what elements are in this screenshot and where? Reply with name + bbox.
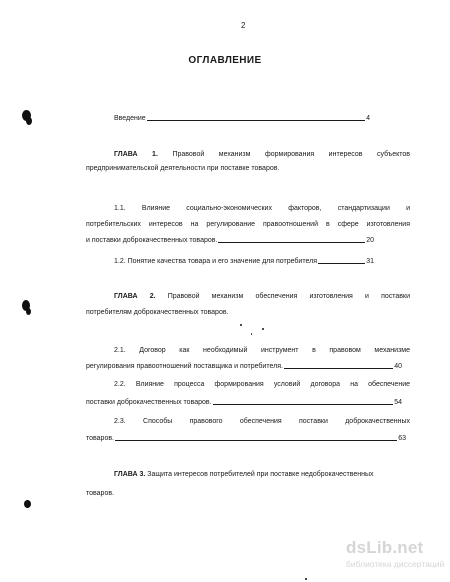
toc-page: 31 <box>366 258 374 265</box>
hole-punch-mark <box>26 308 31 315</box>
toc-leader <box>115 440 397 441</box>
toc-chapter-2-line2: потребителям доброкачественных товаров. <box>86 309 229 316</box>
page-title: ОГЛАВЛЕНИЕ <box>188 55 262 66</box>
toc-page: 54 <box>394 399 402 406</box>
toc-chapter-2-line1[interactable] <box>114 292 410 301</box>
chapter-title: Правовой механизм формирования интересов субъектов <box>172 151 410 158</box>
toc-label: поставки доброкачественных товаров. <box>86 399 212 406</box>
toc-section-2-2-line2 <box>86 398 402 407</box>
toc-label: товаров. <box>86 435 115 442</box>
toc-entry-intro[interactable] <box>114 114 370 123</box>
hole-punch-mark <box>26 117 32 125</box>
toc-label: Введение <box>114 115 146 122</box>
toc-chapter-3-line1[interactable] <box>114 470 374 479</box>
toc-label: регулирования правоотношений поставщика и потребителя. <box>86 363 283 370</box>
toc-leader <box>318 263 365 264</box>
scan-speck <box>240 324 242 326</box>
chapter-heading: ГЛАВА 2. <box>114 293 156 300</box>
chapter-heading: ГЛАВА 1. <box>114 151 158 158</box>
toc-page: 40 <box>394 363 402 370</box>
chapter-title: Защита интересов потребителей при поставке недоброкачественных <box>147 471 374 478</box>
toc-page: 63 <box>398 435 406 442</box>
toc-section-2-3-line2 <box>86 434 406 443</box>
toc-chapter-1-line1[interactable] <box>114 150 410 159</box>
toc-leader <box>147 120 365 121</box>
toc-section-1-1-line2: потребительских интересов на регулирование правоотношений в сфере изготовления <box>86 221 410 228</box>
toc-section-2-1-line1[interactable]: 2.1. Договор как необходимый инструмент в правовом механизме <box>114 347 410 354</box>
toc-section-2-2-line1[interactable]: 2.2. Влияние процесса формирования условий договора на обеспечение <box>114 381 410 388</box>
toc-page: 4 <box>366 115 370 122</box>
chapter-title: Правовой механизм обеспечения изготовления и поставки <box>167 293 410 300</box>
toc-chapter-3-line2: товаров. <box>86 490 115 497</box>
toc-section-1-1-line3 <box>86 236 374 245</box>
watermark-logo <box>346 538 446 574</box>
toc-leader <box>284 368 393 369</box>
toc-chapter-1-line2: предпринимательской деятельности при поставке товаров. <box>86 165 280 172</box>
toc-section-2-1-line2 <box>86 362 402 371</box>
toc-section-1-1-line1[interactable]: 1.1. Влияние социально-экономических факторов, стандартизации и <box>114 205 410 212</box>
watermark-brand: dsLib.net <box>346 538 424 557</box>
toc-section-2-3-line1[interactable]: 2.3. Способы правового обеспечения поставки доброкачественных <box>114 418 410 425</box>
watermark-subtitle: библиотека диссертаций <box>346 559 445 569</box>
page-number: 2 <box>241 21 246 30</box>
toc-leader <box>218 242 365 243</box>
toc-label: и поставки доброкачественных товаров. <box>86 237 218 244</box>
toc-section-1-2[interactable] <box>114 257 374 266</box>
chapter-heading: ГЛАВА 3. <box>114 471 146 478</box>
scan-speck <box>305 578 307 580</box>
toc-page: 20 <box>366 237 374 244</box>
toc-label: 1.2. Понятие качества товара и его значение для потребителя <box>114 258 318 265</box>
scan-speck <box>262 328 264 330</box>
scan-speck <box>251 333 252 335</box>
toc-leader <box>213 404 394 405</box>
hole-punch-mark <box>24 500 31 508</box>
